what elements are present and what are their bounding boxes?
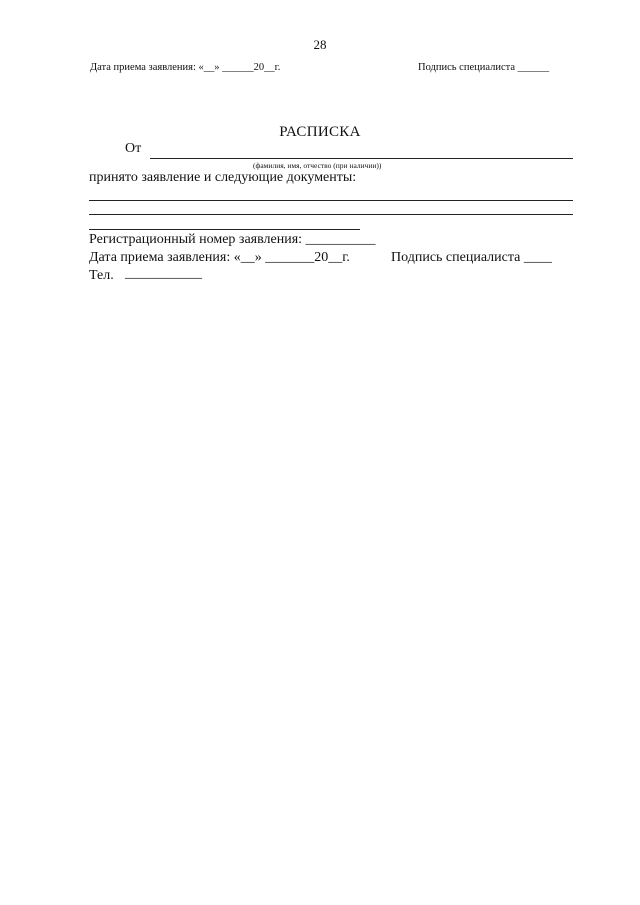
phone-blank: ___________ (125, 266, 202, 281)
from-name-line (150, 158, 573, 159)
receipt-signature-line: Подпись специалиста ____ (391, 250, 552, 265)
accepted-documents-text: принято заявление и следующие документы: (89, 170, 357, 185)
receipt-date-line: Дата приема заявления: «__» _______20__г. (89, 250, 350, 265)
phone-label: Тел. (89, 268, 114, 283)
header-date-line: Дата приема заявления: «__» ______20__г. (90, 62, 281, 73)
documents-line-1 (89, 200, 573, 201)
documents-line-2 (89, 214, 573, 215)
header-signature-line: Подпись специалиста ______ (418, 62, 550, 73)
documents-line-3 (89, 229, 360, 230)
from-hint: (фамилия, имя, отчество (при наличии)) (253, 161, 382, 170)
receipt-title: РАСПИСКА (279, 124, 361, 140)
registration-number-line: Регистрационный номер заявления: __________ (89, 232, 376, 247)
page-number: 28 (313, 37, 327, 52)
from-label: От (125, 141, 142, 156)
